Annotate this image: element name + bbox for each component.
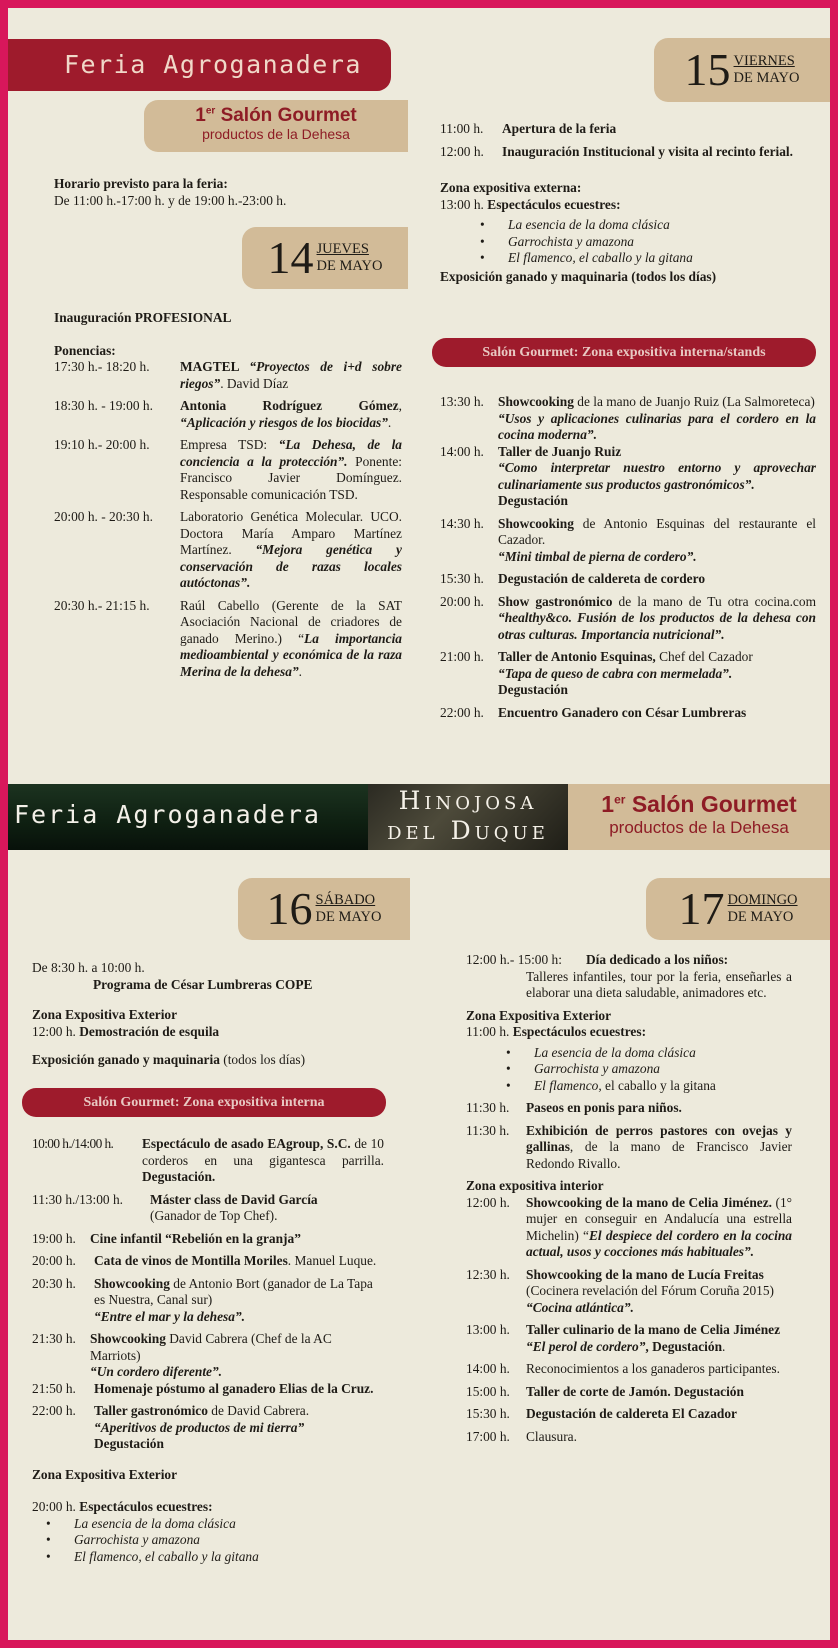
schedule-row: 11:00 h. Apertura de la feria bbox=[440, 121, 617, 136]
horario-text: De 11:00 h.-17:00 h. y de 19:00 h.-23:00 h. bbox=[54, 192, 287, 208]
schedule-row: 14:00 h. Taller de Juanjo Ruiz “Como interpretar nuestro entorno y aprovechar culinariamente sus productos gastronómicos”. Degustación bbox=[440, 443, 816, 508]
date-badge-15: 15 VIERNES DE MAYO bbox=[654, 38, 830, 102]
strip-gourmet: 1er Salón Gourmet productos de la Dehesa bbox=[568, 784, 830, 850]
domingo-schedule: 12:00 h.- 15:00 h: Día dedicado a los niños: Talleres infantiles, tour por la feria, enseñarles a elaborar una dieta saludable, animadores etc. Zona Expositiva Exterior 11:00 h. Espectáculos ecuestres: • La esencia de la doma clásica • Garrochista y amazona • El flamenco, el caballo y la gitana 11:30 h. Paseos en ponis para niños. 11:30 h. Exhibición de perros pastores con ovejas y gallinas, de la mano de Francisco Javier Redondo Rivallo. Zona expositiva interior 12:00 h. Showcooking de la mano de Celia Jiménez. (1° mujer en conseguir en Andalucía una estrella Michelin) “El despiece del cordero en la cocina actual, usos y cocciones más habituales”. 12:30 h. Showcooking de la mano de Lucía Freitas (Cocinera revelación del Fórum Coruña 2015) “Cocina atlántica”. 13:00 h. Taller culinario de la mano de Celia Jiménez “El perol de cordero”, Degustación. 14:00 h. Reconocimientos a los ganaderos participantes. 15:00 h. Taller de corte de Jamón. Degustación 15:30 h. Degustación de caldereta El Cazador 17:00 h. Clausura. bbox=[466, 952, 792, 1451]
list-item: • La esencia de la doma clásica bbox=[506, 1045, 792, 1062]
schedule-row: 20:00 h. Cata de vinos de Montilla Moriles. Manuel Luque. bbox=[32, 1253, 377, 1268]
schedule-row: 22:00 h. Taller gastronómico de David Cabrera. “Aperitivos de productos de mi tierra” Degustación bbox=[32, 1403, 310, 1451]
viernes-gourmet-schedule bbox=[440, 394, 816, 727]
espectaculos-list bbox=[466, 1045, 792, 1095]
schedule-row: 15:00 h. Taller de corte de Jamón. Degustación bbox=[466, 1383, 744, 1399]
top-panel bbox=[8, 8, 830, 784]
espectaculos-line: 13:00 h. Espectáculos ecuestres: bbox=[440, 196, 621, 212]
schedule-row: 15:30 h. Degustación de caldereta El Cazador bbox=[466, 1406, 738, 1421]
inauguracion-profesional: Inauguración PROFESIONAL bbox=[54, 310, 232, 325]
schedule-row: 22:00 h. Encuentro Ganadero con César Lumbreras bbox=[440, 704, 747, 720]
gourmet-subtitle: productos de la Dehesa bbox=[202, 126, 350, 142]
schedule-row: 12:30 h. Showcooking de la mano de Lucía Freitas (Cocinera revelación del Fórum Coruña 2015) “Cocina atlántica”. bbox=[466, 1266, 775, 1315]
banner-title: Feria Agroganadera bbox=[8, 39, 391, 91]
sabado-schedule: De 8:30 h. a 10:00 h. Programa de César Lumbreras COPE Zona Expositiva Exterior 12:00 h. Demostración de esquila Exposición ganado y maquinaria (todos los días) bbox=[32, 960, 313, 1067]
date-badge-14: 14 JUEVES DE MAYO bbox=[242, 227, 408, 289]
list-item: • El flamenco, el caballo y la gitana bbox=[480, 250, 816, 267]
date-badge-16: 16 SÁBADO DE MAYO bbox=[238, 878, 410, 940]
schedule-row: 19:00 h. Cine infantil “Rebelión en la granja” bbox=[32, 1230, 301, 1246]
strip-town: Hinojosa del Duque bbox=[368, 784, 568, 850]
list-item: • Garrochista y amazona bbox=[506, 1061, 792, 1078]
list-item: • La esencia de la doma clásica bbox=[480, 217, 816, 234]
schedule-row: 11:30 h. Paseos en ponis para niños. bbox=[466, 1100, 682, 1115]
gourmet-title: 1er Salón Gourmet bbox=[195, 105, 357, 126]
horario-title: Horario previsto para la feria: bbox=[54, 176, 228, 191]
schedule-row: 21:00 h. Taller de Antonio Esquinas, Chef del Cazador “Tapa de queso de cabra con mermelada”. Degustación bbox=[440, 649, 753, 697]
espectaculos-list bbox=[440, 217, 816, 267]
date-badge-17: 17 DOMINGO DE MAYO bbox=[646, 878, 830, 940]
schedule-row: 20:30 h. Showcooking de Antonio Bort (ganador de La Tapa es Nuestra, Canal sur) “Entre el mar y la dehesa”. bbox=[32, 1275, 373, 1324]
gourmet-badge bbox=[144, 100, 408, 152]
schedule-row: 15:30 h. Degustación de caldereta de cordero bbox=[440, 571, 706, 586]
program-page bbox=[8, 8, 830, 1640]
schedule-row: 12:00 h.- 15:00 h: Día dedicado a los niños: bbox=[466, 952, 729, 967]
ponencia-row: 18:30 h. - 19:00 h. Antonia Rodríguez Gómez, “Aplicación y riesgos de los biocidas”. bbox=[54, 398, 402, 430]
jueves-schedule bbox=[54, 310, 402, 686]
zona-externa-title: Zona expositiva externa: bbox=[440, 180, 582, 195]
bottom-panel bbox=[8, 850, 830, 1640]
schedule-row: 11:30 h. Exhibición de perros pastores con ovejas y gallinas, de la mano de Francisco Javier Redondo Rivallo. bbox=[466, 1122, 792, 1171]
espectaculos-list bbox=[32, 1516, 384, 1566]
schedule-row: 11:30 h./13:00 h. Máster class de David García (Ganador de Top Chef). bbox=[32, 1191, 318, 1223]
list-item: • El flamenco, el caballo y la gitana bbox=[506, 1078, 792, 1095]
ponencia-row: 19:10 h.- 20:00 h. Empresa TSD: “La Dehesa, de la conciencia a la protección”. Ponente: Francisco Javier Domínguez. Responsable comunicación TSD. bbox=[54, 437, 402, 502]
ponencias-title: Ponencias: bbox=[54, 342, 116, 358]
viernes-schedule bbox=[440, 121, 816, 285]
schedule-row: 10:00 h./14:00 h. Espectáculo de asado EAgroup, S.C. de 10 corderos en una gigantesca parrilla. Degustación. bbox=[32, 1136, 384, 1184]
ponencia-row: 20:00 h. - 20:30 h. Laboratorio Genética Molecular. UCO. Doctora María Amparo Martínez Martínez. “Mejora genética y conservación de razas locales autóctonas”. bbox=[54, 509, 402, 590]
schedule-row: 20:00 h. Show gastronómico de la mano de Tu otra cocina.com “healthy&co. Fusión de los productos de la dehesa con otras culturas. Importancia nutricional”. bbox=[440, 593, 816, 642]
gourmet-zone-bar: Salón Gourmet: Zona expositiva interna bbox=[22, 1088, 386, 1117]
ponencia-row: 17:30 h.- 18:20 h. MAGTEL “Proyectos de i+d sobre riegos”. David Díaz bbox=[54, 359, 402, 391]
list-item: • Garrochista y amazona bbox=[46, 1532, 384, 1549]
header-strip bbox=[8, 784, 830, 850]
schedule-row: 14:30 h. Showcooking de Antonio Esquinas del restaurante el Cazador. “Mini timbal de pierna de cordero”. bbox=[440, 515, 816, 564]
schedule-row: 12:00 h. Inauguración Institucional y visita al recinto ferial. bbox=[440, 143, 794, 159]
list-item: • La esencia de la doma clásica bbox=[46, 1516, 384, 1533]
list-item: • Garrochista y amazona bbox=[480, 234, 816, 251]
ponencia-row: 20:30 h.- 21:15 h. Raúl Cabello (Gerente de la SAT Asociación Nacional de criadores de ganado Merino.) “La importancia medioambiental y económica de la raza Merina de la dehesa”. bbox=[54, 597, 402, 679]
sabado-gourmet-schedule: 10:00 h./14:00 h. Espectáculo de asado EAgroup, S.C. de 10 corderos en una gigantesca parrilla. Degustación. 11:30 h./13:00 h. Máster class de David García (Ganador de Top Chef). 19:00 h. Cine infantil “Rebelión en la granja” 20:00 h. Cata de vinos de Montilla Moriles. Manuel Luque. 20:30 h. Showcooking de Antonio Bort (ganador de La Tapa es Nuestra, Canal sur) “Entre el mar y la dehesa”. 21:30 h. Showcooking David Cabrera (Chef de la AC Marriots) “Un cordero diferente”. 21:50 h. Homenaje póstumo al ganadero Elias de la Cruz. 22:00 h. Taller gastronómico de David Cabrera. “Aperitivos de productos de mi tierra” Degustación Zona Expositiva Exterior 20:00 h. Espectáculos ecuestres: • La esencia de la doma clásica • Garrochista y amazona • El flamenco, el caballo y la gitana bbox=[32, 1136, 384, 1567]
schedule-row: 13:30 h. Showcooking de la mano de Juanjo Ruiz (La Salmoreteca) “Usos y aplicaciones culinarias para el cordero en la cocina moderna”. bbox=[440, 394, 816, 442]
schedule-row: 17:00 h. Clausura. bbox=[466, 1428, 577, 1444]
schedule-row: 21:30 h. Showcooking David Cabrera (Chef de la AC Marriots) “Un cordero diferente”. bbox=[32, 1331, 332, 1379]
gourmet-zone-bar: Salón Gourmet: Zona expositiva interna/stands bbox=[432, 338, 816, 367]
schedule-row: 14:00 h. Reconocimientos a los ganaderos participantes. bbox=[466, 1361, 780, 1376]
schedule-row: 13:00 h. Taller culinario de la mano de Celia Jiménez “El perol de cordero”, Degustación. bbox=[466, 1322, 781, 1354]
exposicion-line: Exposición ganado y maquinaria (todos los días) bbox=[440, 268, 717, 284]
list-item: • El flamenco, el caballo y la gitana bbox=[46, 1549, 384, 1566]
schedule-row: 12:00 h. Showcooking de la mano de Celia Jiménez. (1° mujer en conseguir en Andalucía una estrella Michelin) “El despiece del cordero en la cocina actual, usos y cocciones más habituales”. bbox=[466, 1194, 793, 1259]
horario-block bbox=[54, 176, 386, 209]
schedule-row: 21:50 h. Homenaje póstumo al ganadero Elias de la Cruz. bbox=[32, 1380, 374, 1396]
strip-feria: Feria Agroganadera bbox=[8, 784, 368, 850]
